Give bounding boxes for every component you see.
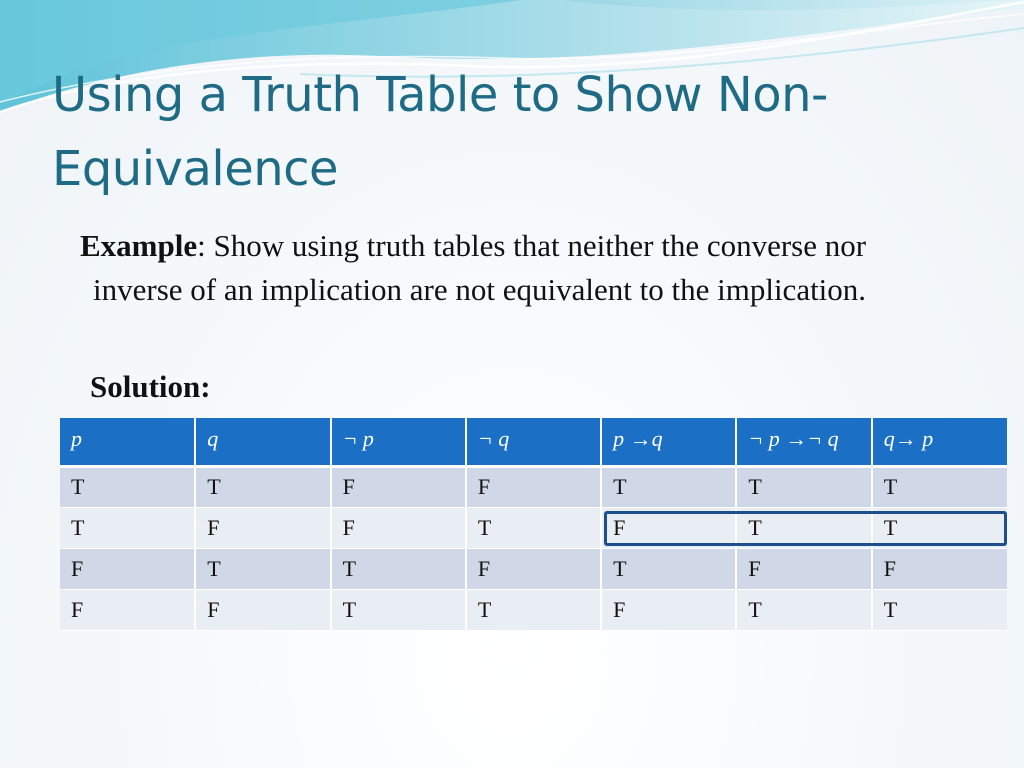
truth-table: [60, 418, 1007, 631]
table-row: [60, 466, 1007, 507]
table-cell: T: [736, 507, 871, 548]
table-cell: F: [601, 589, 736, 630]
table-cell: T: [601, 466, 736, 507]
table-cell: T: [736, 589, 871, 630]
table-cell: F: [331, 507, 466, 548]
example-label: Example: [80, 228, 198, 263]
table-cell: T: [331, 548, 466, 589]
example-text: : Show using truth tables that neither the converse nor inverse of an implication are not equivalent to the implication.: [93, 228, 867, 307]
header-cell: ¬ q: [466, 418, 601, 466]
header-cell: ¬ p: [331, 418, 466, 466]
table-cell: F: [872, 548, 1007, 589]
table-cell: F: [195, 507, 330, 548]
header-cell: ¬ p →¬ q: [736, 418, 871, 466]
table-cell: T: [195, 466, 330, 507]
table-cell: F: [466, 548, 601, 589]
solution-label: Solution:: [90, 369, 211, 404]
table-cell: T: [60, 466, 195, 507]
table-cell: T: [466, 507, 601, 548]
header-cell: q→ p: [872, 418, 1007, 466]
table-cell: F: [466, 466, 601, 507]
table-cell: T: [601, 548, 736, 589]
table-cell: F: [736, 548, 871, 589]
table-cell: T: [60, 507, 195, 548]
table-row: [60, 507, 1007, 548]
slide-title: Using a Truth Table to Show Non-Equivalence: [52, 67, 828, 197]
table-row: [60, 548, 1007, 589]
example-paragraph: [80, 224, 923, 312]
table-cell: F: [195, 589, 330, 630]
header-cell: p: [60, 418, 195, 466]
table-cell: T: [331, 589, 466, 630]
header-cell: q: [195, 418, 330, 466]
table-cell: F: [60, 548, 195, 589]
table-cell: T: [195, 548, 330, 589]
table-header-row: [60, 418, 1007, 466]
table-cell: F: [601, 507, 736, 548]
table-cell: T: [736, 466, 871, 507]
table-cell: F: [60, 589, 195, 630]
table-cell: T: [872, 507, 1007, 548]
table-row: [60, 589, 1007, 630]
table-cell: T: [872, 466, 1007, 507]
header-cell: p →q: [601, 418, 736, 466]
table-cell: F: [331, 466, 466, 507]
table-cell: T: [466, 589, 601, 630]
table-cell: T: [872, 589, 1007, 630]
